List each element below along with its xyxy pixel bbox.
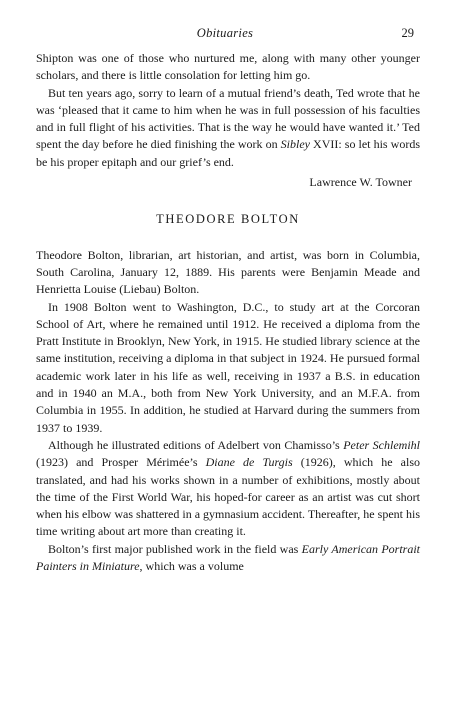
italic-title: Peter Schlemihl bbox=[343, 437, 420, 452]
italic-title: Sibley bbox=[280, 137, 310, 152]
page-number: 29 bbox=[401, 26, 414, 40]
paragraph-text: Although he illustrated editions of Adelbert von Chamisso’s bbox=[48, 437, 344, 452]
paragraph-text: (1923) and Prosper Mérimée’s bbox=[36, 455, 206, 470]
paragraph-text: In 1908 Bolton went to Washington, D.C., to study art at the Corcoran School of Art, where he remained until 1912. He received a diploma from the Pratt Institute in Brooklyn, New York, in 1915. He studied library science at the same institution, receiving a diploma in that subject in 1924. He pursued formal academic work later in his life as well, receiving in 1937 a B.S. in education and in 1940 an M.A., both from New York University, and an M.F.A. from Columbia in 1955. In addition, he studied at Harvard during the summers from 1937 to 1939. bbox=[36, 299, 420, 435]
paragraph-text: Shipton was one of those who nurtured me, along with many other younger scholars, and there is little consolation for letting him go. bbox=[36, 51, 420, 83]
paragraph bbox=[36, 437, 420, 541]
paragraph bbox=[36, 85, 420, 171]
running-head bbox=[0, 26, 450, 46]
paragraph-text: , which was a volume bbox=[139, 559, 244, 574]
body-text bbox=[36, 50, 420, 575]
author-signature: Lawrence W. Towner bbox=[309, 175, 412, 190]
paragraph-text: Theodore Bolton, librarian, art historian, and artist, was born in Columbia, South Carolina, January 12, 1889. His parents were Benjamin Meade and Henrietta Louise (Liebau) Bolton. bbox=[36, 247, 420, 297]
paragraph bbox=[36, 50, 420, 85]
paragraph bbox=[36, 541, 420, 576]
italic-title: Early American Portrait Painters in Miniature bbox=[36, 541, 420, 574]
paragraph-text: (1926), which he also translated, and had his works shown in a number of exhibitions, mostly about the time of the First World War, his hoped-for career as an artist was cut short when his elbow was shattered in a gymnasium accident. Thereafter, he spent his time writing about art more than creating it. bbox=[36, 455, 420, 539]
obituary-heading: THEODORE BOLTON bbox=[156, 212, 300, 227]
italic-title: Diane de Turgis bbox=[205, 455, 293, 470]
paragraph bbox=[36, 247, 420, 299]
paragraph bbox=[36, 299, 420, 437]
paragraph-text: Bolton’s first major published work in the field was bbox=[48, 541, 302, 556]
running-head-title: Obituaries bbox=[196, 26, 254, 40]
paragraph-text: But ten years ago, sorry to learn of a mutual friend’s death, Ted wrote that he was ‘pleased that it came to him when he was in full possession of his faculties and in full flight of his activities. That is the way he would have wanted it.’ Ted spent the day before he died finishing the work on bbox=[36, 85, 420, 152]
paragraph-text: XVII: so let his words be his proper epitaph and our grief’s end. bbox=[36, 137, 420, 169]
